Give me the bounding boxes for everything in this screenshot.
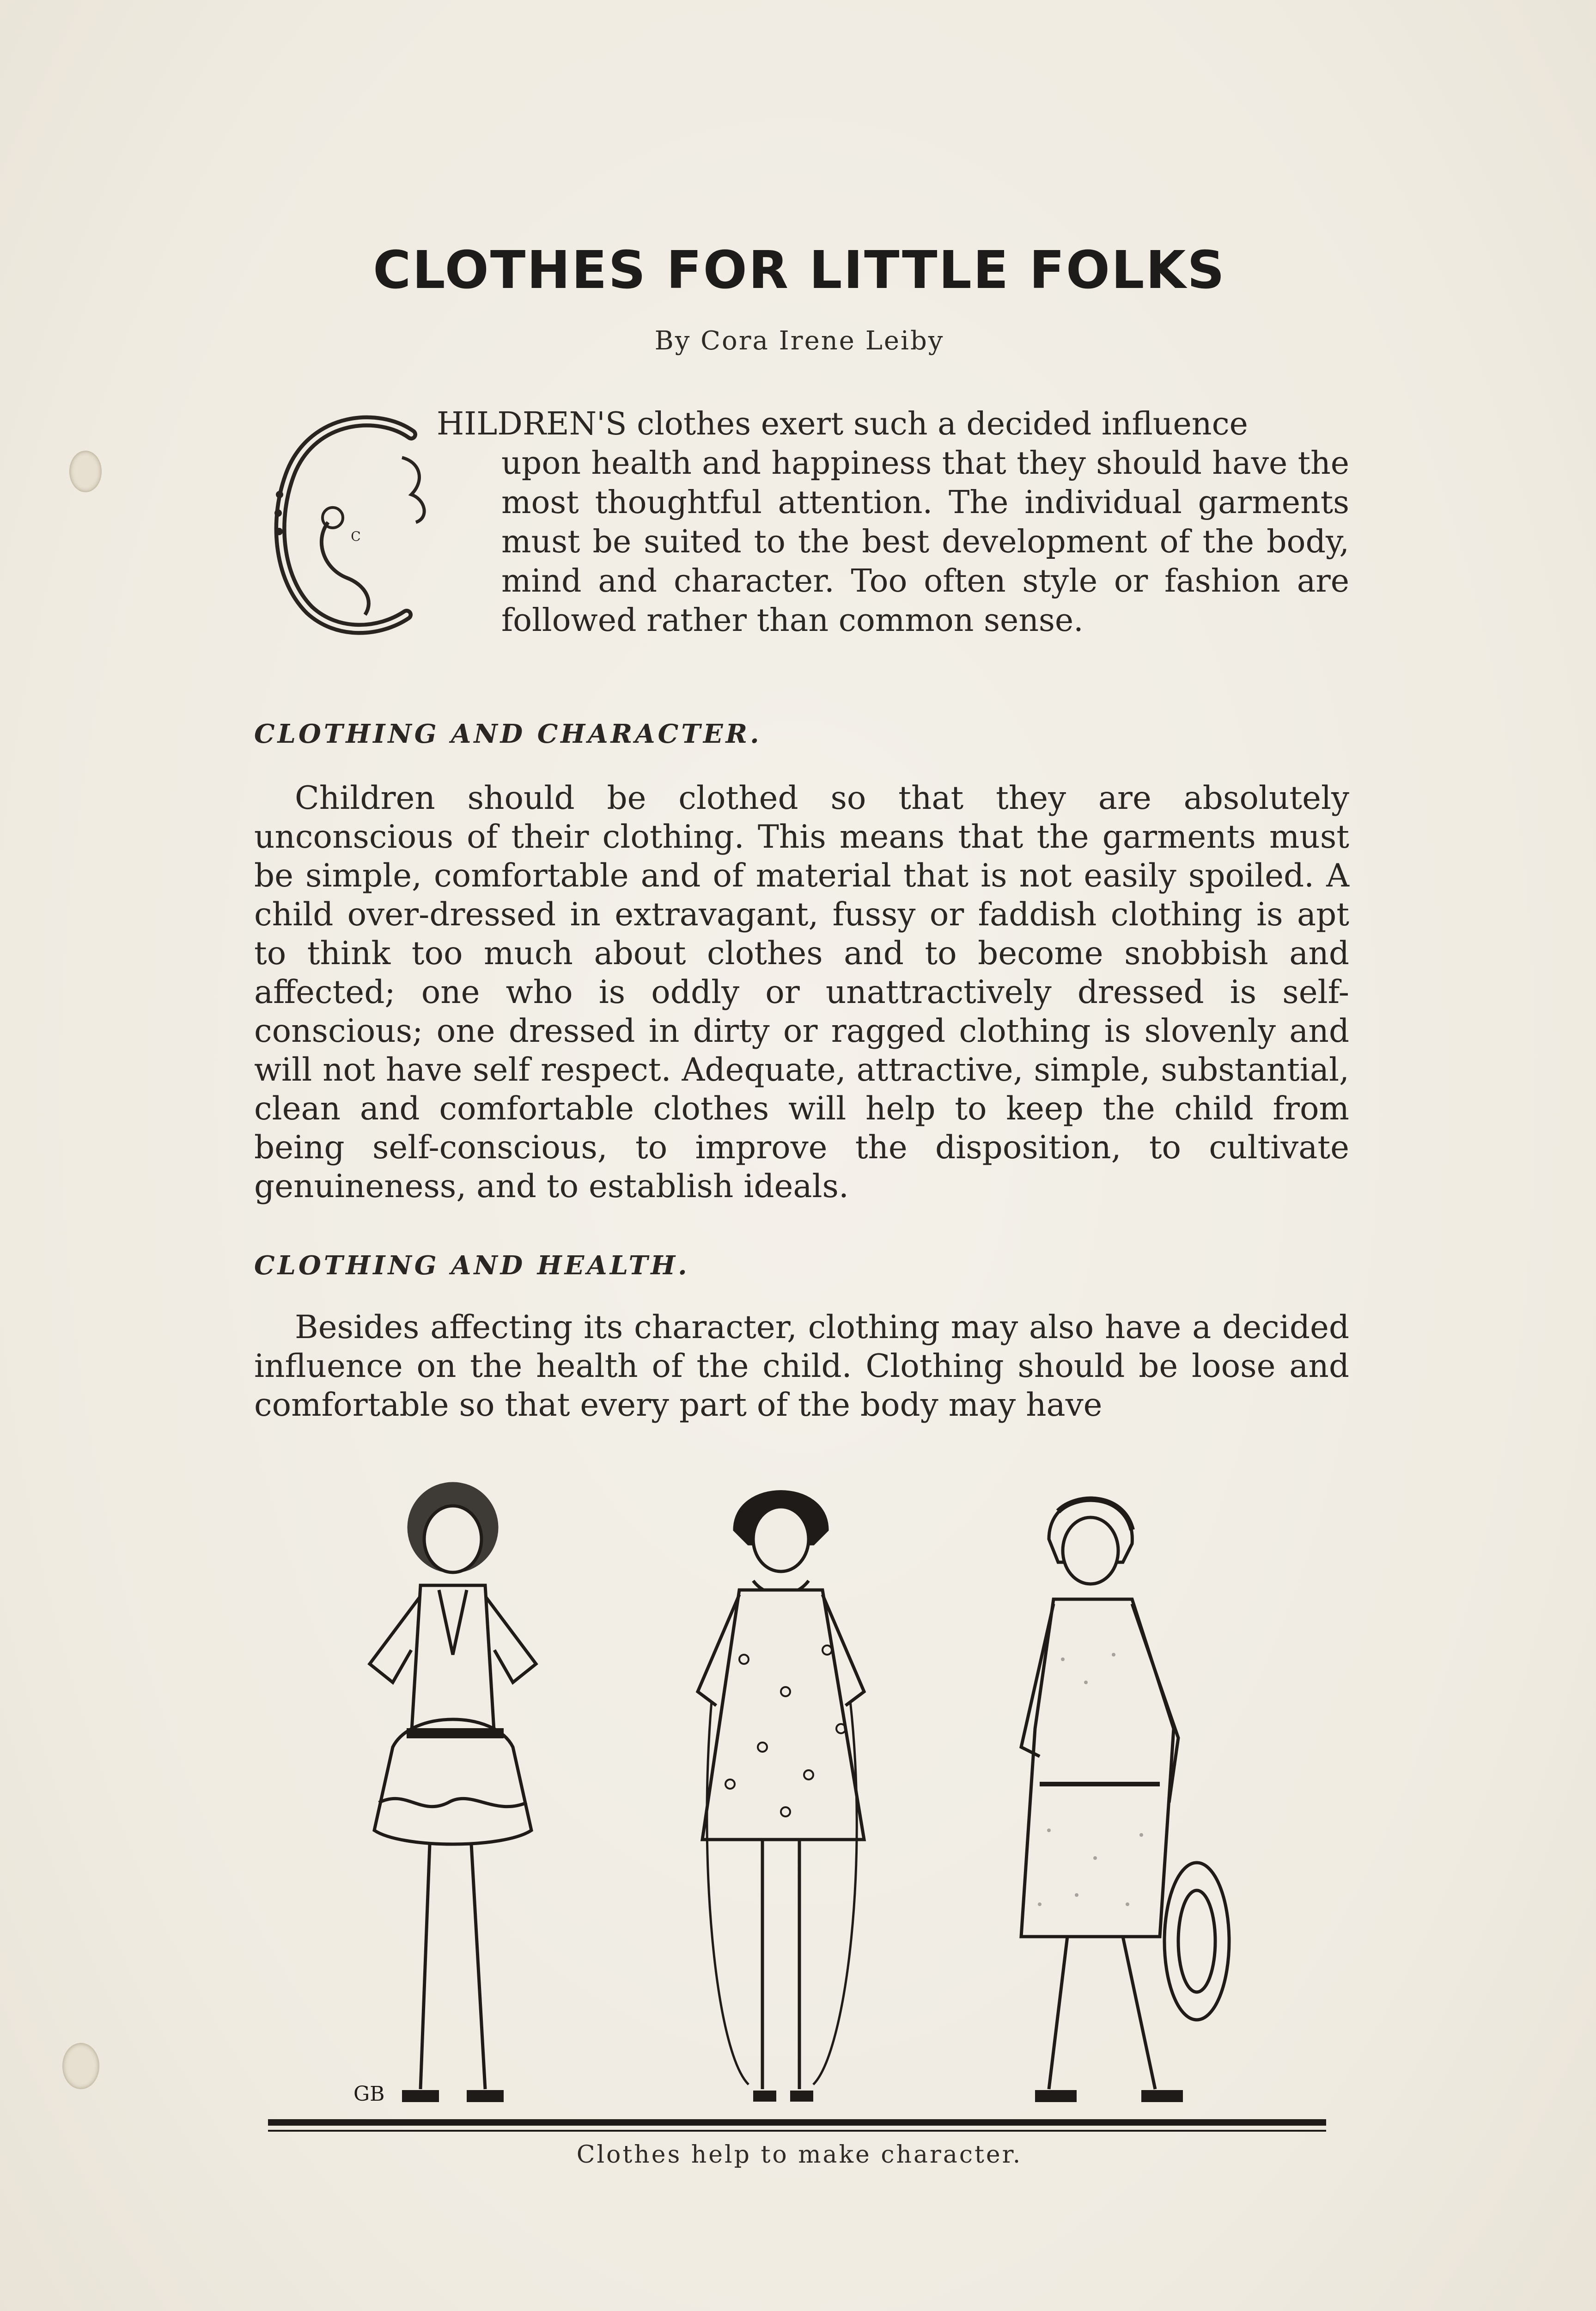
- article-title: CLOTHES FOR LITTLE FOLKS: [373, 240, 1226, 300]
- section-heading-character: CLOTHING AND CHARACTER.: [254, 719, 762, 749]
- girl-left-figure: [370, 1484, 536, 2096]
- section-text-character: Children should be clothed so that they are absolutely unconscious of their clothing. This means that the garments must be simple, comfortable and of material that is not easily spoiled. A child over-dressed in extravagant, fussy or faddish clothing is apt to think too much about clothes and to become snobbish and affected; one who is oddly or unattractively dressed is self-conscious; one dressed in dirty or ragged clothing is slovenly and will not have self respect. Adequate, attractive, simple, substantial, clean and comfortable clothes will help to keep the child from being self-conscious, to improve the disposition, to cultivate genuineness, and to establish ideals.: [254, 780, 1349, 1205]
- children-illustration: [254, 1451, 1349, 2135]
- girl-center-figure: [698, 1492, 864, 2097]
- punch-hole: [62, 2043, 99, 2089]
- illustration-caption: Clothes help to make character.: [576, 2141, 1023, 2169]
- artist-monogram: GB: [353, 2082, 385, 2106]
- ornamental-drop-cap: [259, 402, 453, 642]
- section-heading-health: CLOTHING AND HEALTH.: [254, 1250, 690, 1281]
- punch-hole: [69, 451, 102, 492]
- drop-cap-letter: C: [351, 529, 361, 544]
- girl-right-figure: [1021, 1498, 1229, 2096]
- author-byline: By Cora Irene Leiby: [654, 326, 944, 356]
- intro-first-line: HILDREN'S clothes exert such a decided influence: [437, 406, 1248, 442]
- intro-paragraph: upon health and happiness that they should have the most thoughtful attention. The individual garments must be suited to the best development of the body, mind and character. Too often style or fashion are followed rather than common sense.: [501, 445, 1349, 639]
- section-text-health: Besides affecting its character, clothing may also have a decided influence on the health of the child. Clothing should be loose and comfortable so that every part of the body may have: [254, 1309, 1349, 1424]
